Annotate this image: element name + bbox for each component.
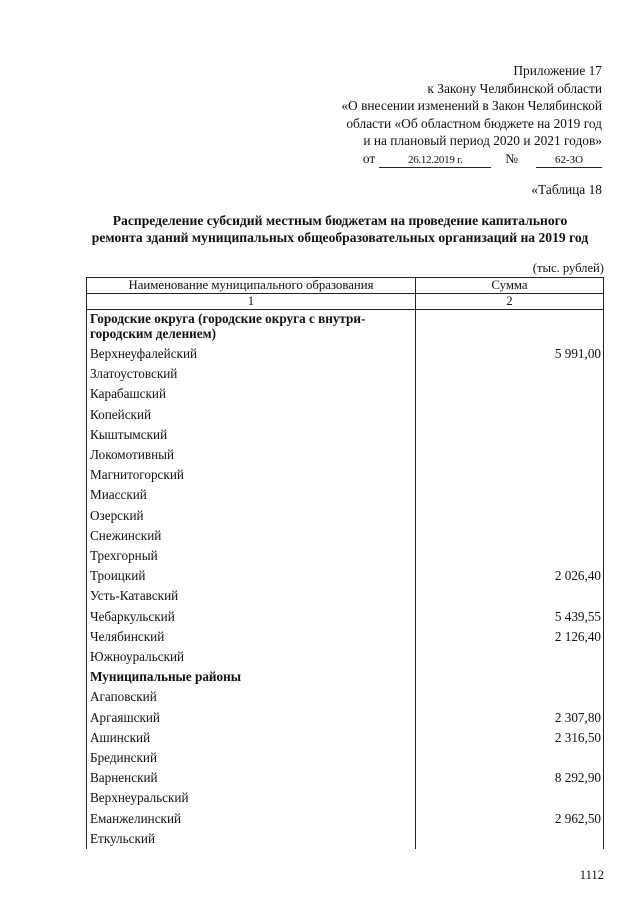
table-row	[87, 708, 604, 728]
table-row	[87, 485, 604, 505]
table-body	[87, 310, 604, 850]
table-row	[87, 405, 604, 425]
subsidy-amount: 2 026,40	[416, 566, 604, 586]
subsidy-amount: 2 126,40	[416, 627, 604, 647]
subsidy-amount	[416, 364, 604, 384]
subsidy-amount	[416, 384, 604, 404]
table-row	[87, 748, 604, 768]
group-amount	[416, 667, 604, 687]
municipality-name: Брединский	[87, 748, 416, 768]
municipality-name: Усть-Катавский	[87, 586, 416, 606]
municipality-name: Варненский	[87, 768, 416, 788]
subsidy-amount: 2 962,50	[416, 809, 604, 829]
number-sign: №	[505, 150, 518, 166]
appendix-line: «О внесении изменений в Закон Челябинской	[341, 98, 602, 114]
municipality-name: Карабашский	[87, 384, 416, 404]
municipality-name: Верхнеуфалейский	[87, 344, 416, 364]
municipality-name: Кыштымский	[87, 425, 416, 445]
heading-line: Распределение субсидий местным бюджетам на проведение капитального	[112, 213, 568, 228]
table-row	[87, 728, 604, 748]
subsidy-amount	[416, 546, 604, 566]
table-row	[87, 465, 604, 485]
subsidy-amount	[416, 445, 604, 465]
municipality-name: Троицкий	[87, 566, 416, 586]
group-title: Городские округа (городские округа с внутри-городским делением)	[87, 310, 416, 345]
municipality-name: Еманжелинский	[87, 809, 416, 829]
table-row	[87, 687, 604, 707]
table-row	[87, 768, 604, 788]
subsidy-amount: 5 991,00	[416, 344, 604, 364]
municipality-name: Еткульский	[87, 829, 416, 849]
table-row	[87, 445, 604, 465]
law-date: 26.12.2019 г.	[379, 153, 491, 168]
document-heading	[70, 212, 610, 246]
municipality-name: Златоустовский	[87, 364, 416, 384]
group-amount	[416, 310, 604, 345]
subsidy-amount	[416, 829, 604, 849]
subsidy-amount: 2 307,80	[416, 708, 604, 728]
table-row	[87, 344, 604, 364]
subsidy-amount	[416, 485, 604, 505]
table-row	[87, 809, 604, 829]
column-header-amount: Сумма	[416, 278, 604, 294]
law-date-number-line	[341, 150, 602, 168]
subsidy-amount	[416, 748, 604, 768]
subsidy-amount	[416, 526, 604, 546]
units-label: (тыс. рублей)	[532, 261, 604, 275]
appendix-line: и на плановый период 2020 и 2021 годов»	[363, 133, 602, 149]
date-prefix: от	[362, 150, 376, 166]
appendix-line: к Закону Челябинской области	[427, 80, 602, 96]
municipality-name: Магнитогорский	[87, 465, 416, 485]
table-row	[87, 526, 604, 546]
table-row	[87, 384, 604, 404]
appendix-line: области «Об областном бюджете на 2019 год	[346, 115, 602, 131]
column-number: 2	[416, 294, 604, 310]
law-number: 62-ЗО	[536, 153, 602, 168]
subsidy-amount	[416, 425, 604, 445]
municipality-name: Снежинский	[87, 526, 416, 546]
table-row	[87, 647, 604, 667]
subsidy-amount	[416, 687, 604, 707]
table-header-row	[87, 278, 604, 294]
subsidy-amount	[416, 465, 604, 485]
subsidy-amount: 8 292,90	[416, 768, 604, 788]
appendix-line: Приложение 17	[513, 63, 602, 78]
table-row	[87, 566, 604, 586]
table-row	[87, 627, 604, 647]
appendix-header	[341, 62, 602, 168]
municipality-name: Агаповский	[87, 687, 416, 707]
municipality-name: Копейский	[87, 405, 416, 425]
table-row	[87, 425, 604, 445]
page-number: 1112	[579, 868, 604, 882]
table-number-row	[87, 294, 604, 310]
table-row	[87, 506, 604, 526]
group-row	[87, 667, 604, 687]
column-number: 1	[87, 294, 416, 310]
subsidy-amount: 2 316,50	[416, 728, 604, 748]
subsidy-amount: 5 439,55	[416, 607, 604, 627]
heading-line: ремонта зданий муниципальных общеобразовательных организаций на 2019 год	[91, 230, 589, 245]
column-header-name: Наименование муниципального образования	[87, 278, 416, 294]
municipality-name: Локомотивный	[87, 445, 416, 465]
municipality-name: Аргаяшский	[87, 708, 416, 728]
subsidy-table	[86, 277, 604, 849]
table-row	[87, 788, 604, 808]
group-title: Муниципальные районы	[87, 667, 416, 687]
subsidy-amount	[416, 506, 604, 526]
table-row	[87, 586, 604, 606]
municipality-name: Южноуральский	[87, 647, 416, 667]
table-row	[87, 607, 604, 627]
table-label: «Таблица 18	[531, 182, 602, 197]
municipality-name: Чебаркульский	[87, 607, 416, 627]
table-row	[87, 546, 604, 566]
municipality-name: Верхнеуральский	[87, 788, 416, 808]
municipality-name: Челябинский	[87, 627, 416, 647]
municipality-name: Трехгорный	[87, 546, 416, 566]
municipality-name: Миасский	[87, 485, 416, 505]
table-row	[87, 829, 604, 849]
municipality-name: Ашинский	[87, 728, 416, 748]
subsidy-amount	[416, 405, 604, 425]
municipality-name: Озерский	[87, 506, 416, 526]
subsidy-amount	[416, 586, 604, 606]
table-row	[87, 364, 604, 384]
subsidy-amount	[416, 647, 604, 667]
subsidy-amount	[416, 788, 604, 808]
group-row	[87, 310, 604, 345]
